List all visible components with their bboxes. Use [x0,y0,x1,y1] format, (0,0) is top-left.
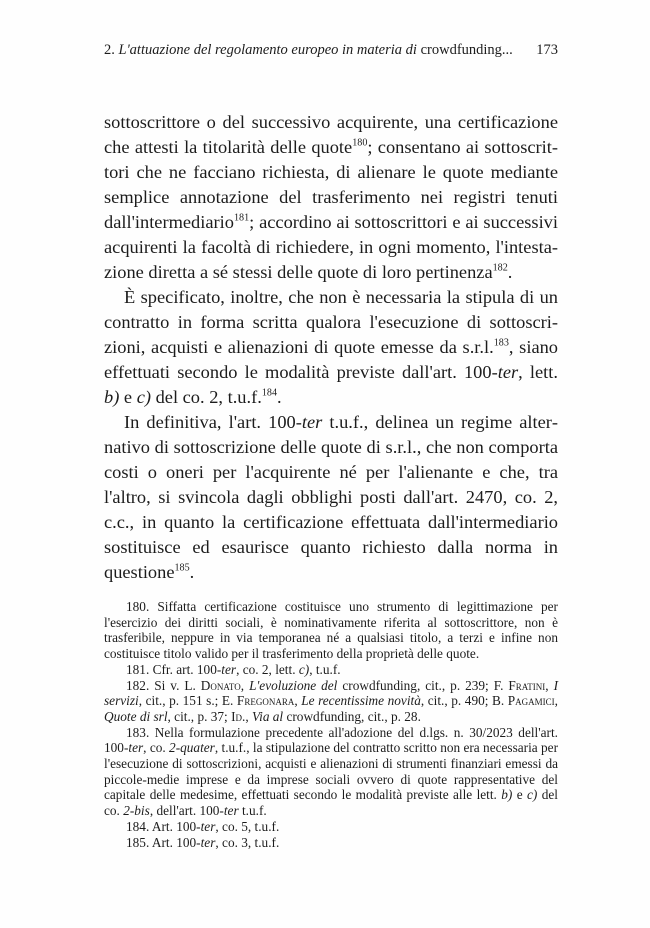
body-paragraph-3: In definitiva, l'art. 100-ter t.u.f., delinea un regime alternativo di sottoscrizione delle quote di s.r.l., che non comporta costi o oneri per l'acquirente né per l'alienante e che, tra l'altro, si svincola dagli obblighi posti dall'art. 2470, co. 2, c.c., in quanto la certificazione effettuata dall'intermediario sostituisce ed esaurisce quanto richiesto dalla norma in questione$^{185}$. [104,412,559,582]
italic-text: ter [301,412,323,432]
footnote-ref: 181 [233,212,250,224]
footnote-184: 184. Art. 100-ter, co. 5, t.u.f. [126,818,280,834]
footnotes [104,599,558,850]
running-header [104,42,558,59]
footnote-181: 181. Cfr. art. 100-ter, co. 2, lett. c), t.u.f. [126,661,341,677]
chapter-title-tail: crowdfunding... [420,42,513,58]
author-name: L. Donato [184,677,241,693]
italic-text: b) [501,787,513,803]
italic-text: Quote di srl [104,708,168,724]
italic-text: L'evoluzione del [249,677,338,693]
author-name: E. Fregonara [221,693,295,709]
footnote-ref: 185 [174,562,190,574]
footnote-185: 185. Art. 100-ter, co. 3, t.u.f. [126,834,280,850]
chapter-title-italic: L'attuazione del regolamento europeo in materia di [118,42,417,58]
chapter-number: 2. [104,42,115,58]
italic-text: I servizi [104,677,559,709]
footnote-ref: 183 [493,337,509,349]
footnote-182: 182. Si v. L. Donato, L'evoluzione del crowdfunding, cit., p. 239; F. Fratini, I servizi, cit., p. 151 s.; E. Fregonara, Le recentissime novità, cit., p. 490; B. Pagamici, Quote di srl, cit., p. 37; Id., Via al crowdfunding, cit., p. 28. [104,677,559,724]
italic-text: c) [298,661,310,677]
italic-text: 2-bis [123,803,150,819]
italic-text: ter [200,818,216,834]
italic-text: ter [200,834,216,850]
footnote-ref: 182 [492,262,508,274]
italic-text: b) [104,387,120,407]
main-text [104,110,558,585]
body-paragraph-2: È specificato, inoltre, che non è necessaria la stipula di un contratto in forma scritta qualora l'esecuzione di sottoscrizioni, acquisti e alienazioni di quote emesse da s.r.l.$^{183}$, siano effettuati secondo le modalità previste dall'art. 100-ter, lett. b) e c) del co. 2, t.u.f.$^{184}$. [104,287,558,407]
italic-text: c) [136,387,151,407]
italic-text: 2-quater [169,740,215,756]
author-name: F. Fratini [493,677,546,693]
italic-text: ter [223,803,239,819]
footnote-180: 180. Siffatta certificazione costituisce uno strumento di legittimazione per l'esercizio dei diritti sociali, è nominativamente riferita al sottoscrittore, non è trasferibile, neppure in via temporanea né a qualsiasi titolo, a terzi e infine non costituisce titolo valido per il trasferimento della proprietà delle quote. [104,599,558,662]
italic-text: Via al [251,708,284,724]
italic-text: ter [128,740,144,756]
footnote-ref: 184 [261,387,277,399]
author-name: B. Pagamici [492,693,555,709]
page-number: 173 [536,42,558,58]
italic-text: ter [497,362,519,382]
footnote-ref: 180 [352,137,368,149]
author-name: Id. [231,708,246,724]
italic-text: ter [221,661,237,677]
italic-text: c) [527,787,538,803]
body-paragraph-1: sottoscrittore o del successivo acquirente, una certificazione che attesti la titolarità delle quote$^{180}$; consentano ai sottoscrittori che ne facciano richiesta, di alienare le quote mediante semplice annotazione del trasferimento nei registri tenuti dall'intermediario$^{181}$; accordino ai sottoscrittori e ai successivi acquirenti la facoltà di richiedere, in ogni momento, l'intestazione diretta a sé stessi delle quote di loro pertinenza$^{182}$. [104,112,558,282]
footnote-183: 183. Nella formulazione precedente all'adozione del d.lgs. n. 30/2023 dell'art. 100-ter, co. 2-quater, t.u.f., la stipulazione del contratto scritto non era necessaria per l'esecuzione di sottoscrizioni, acquisti e alienazioni di strumenti finanziari emessi da piccole-medie imprese e da imprese sociali ovvero di quote rappresentative del capitale delle medesime, effettuati secondo le modalità previste alle lett. b) e c) del co. 2-bis, dell'art. 100-ter t.u.f. [104,724,558,819]
running-header-title [104,42,513,59]
italic-text: Le recentissime novità [301,693,421,709]
